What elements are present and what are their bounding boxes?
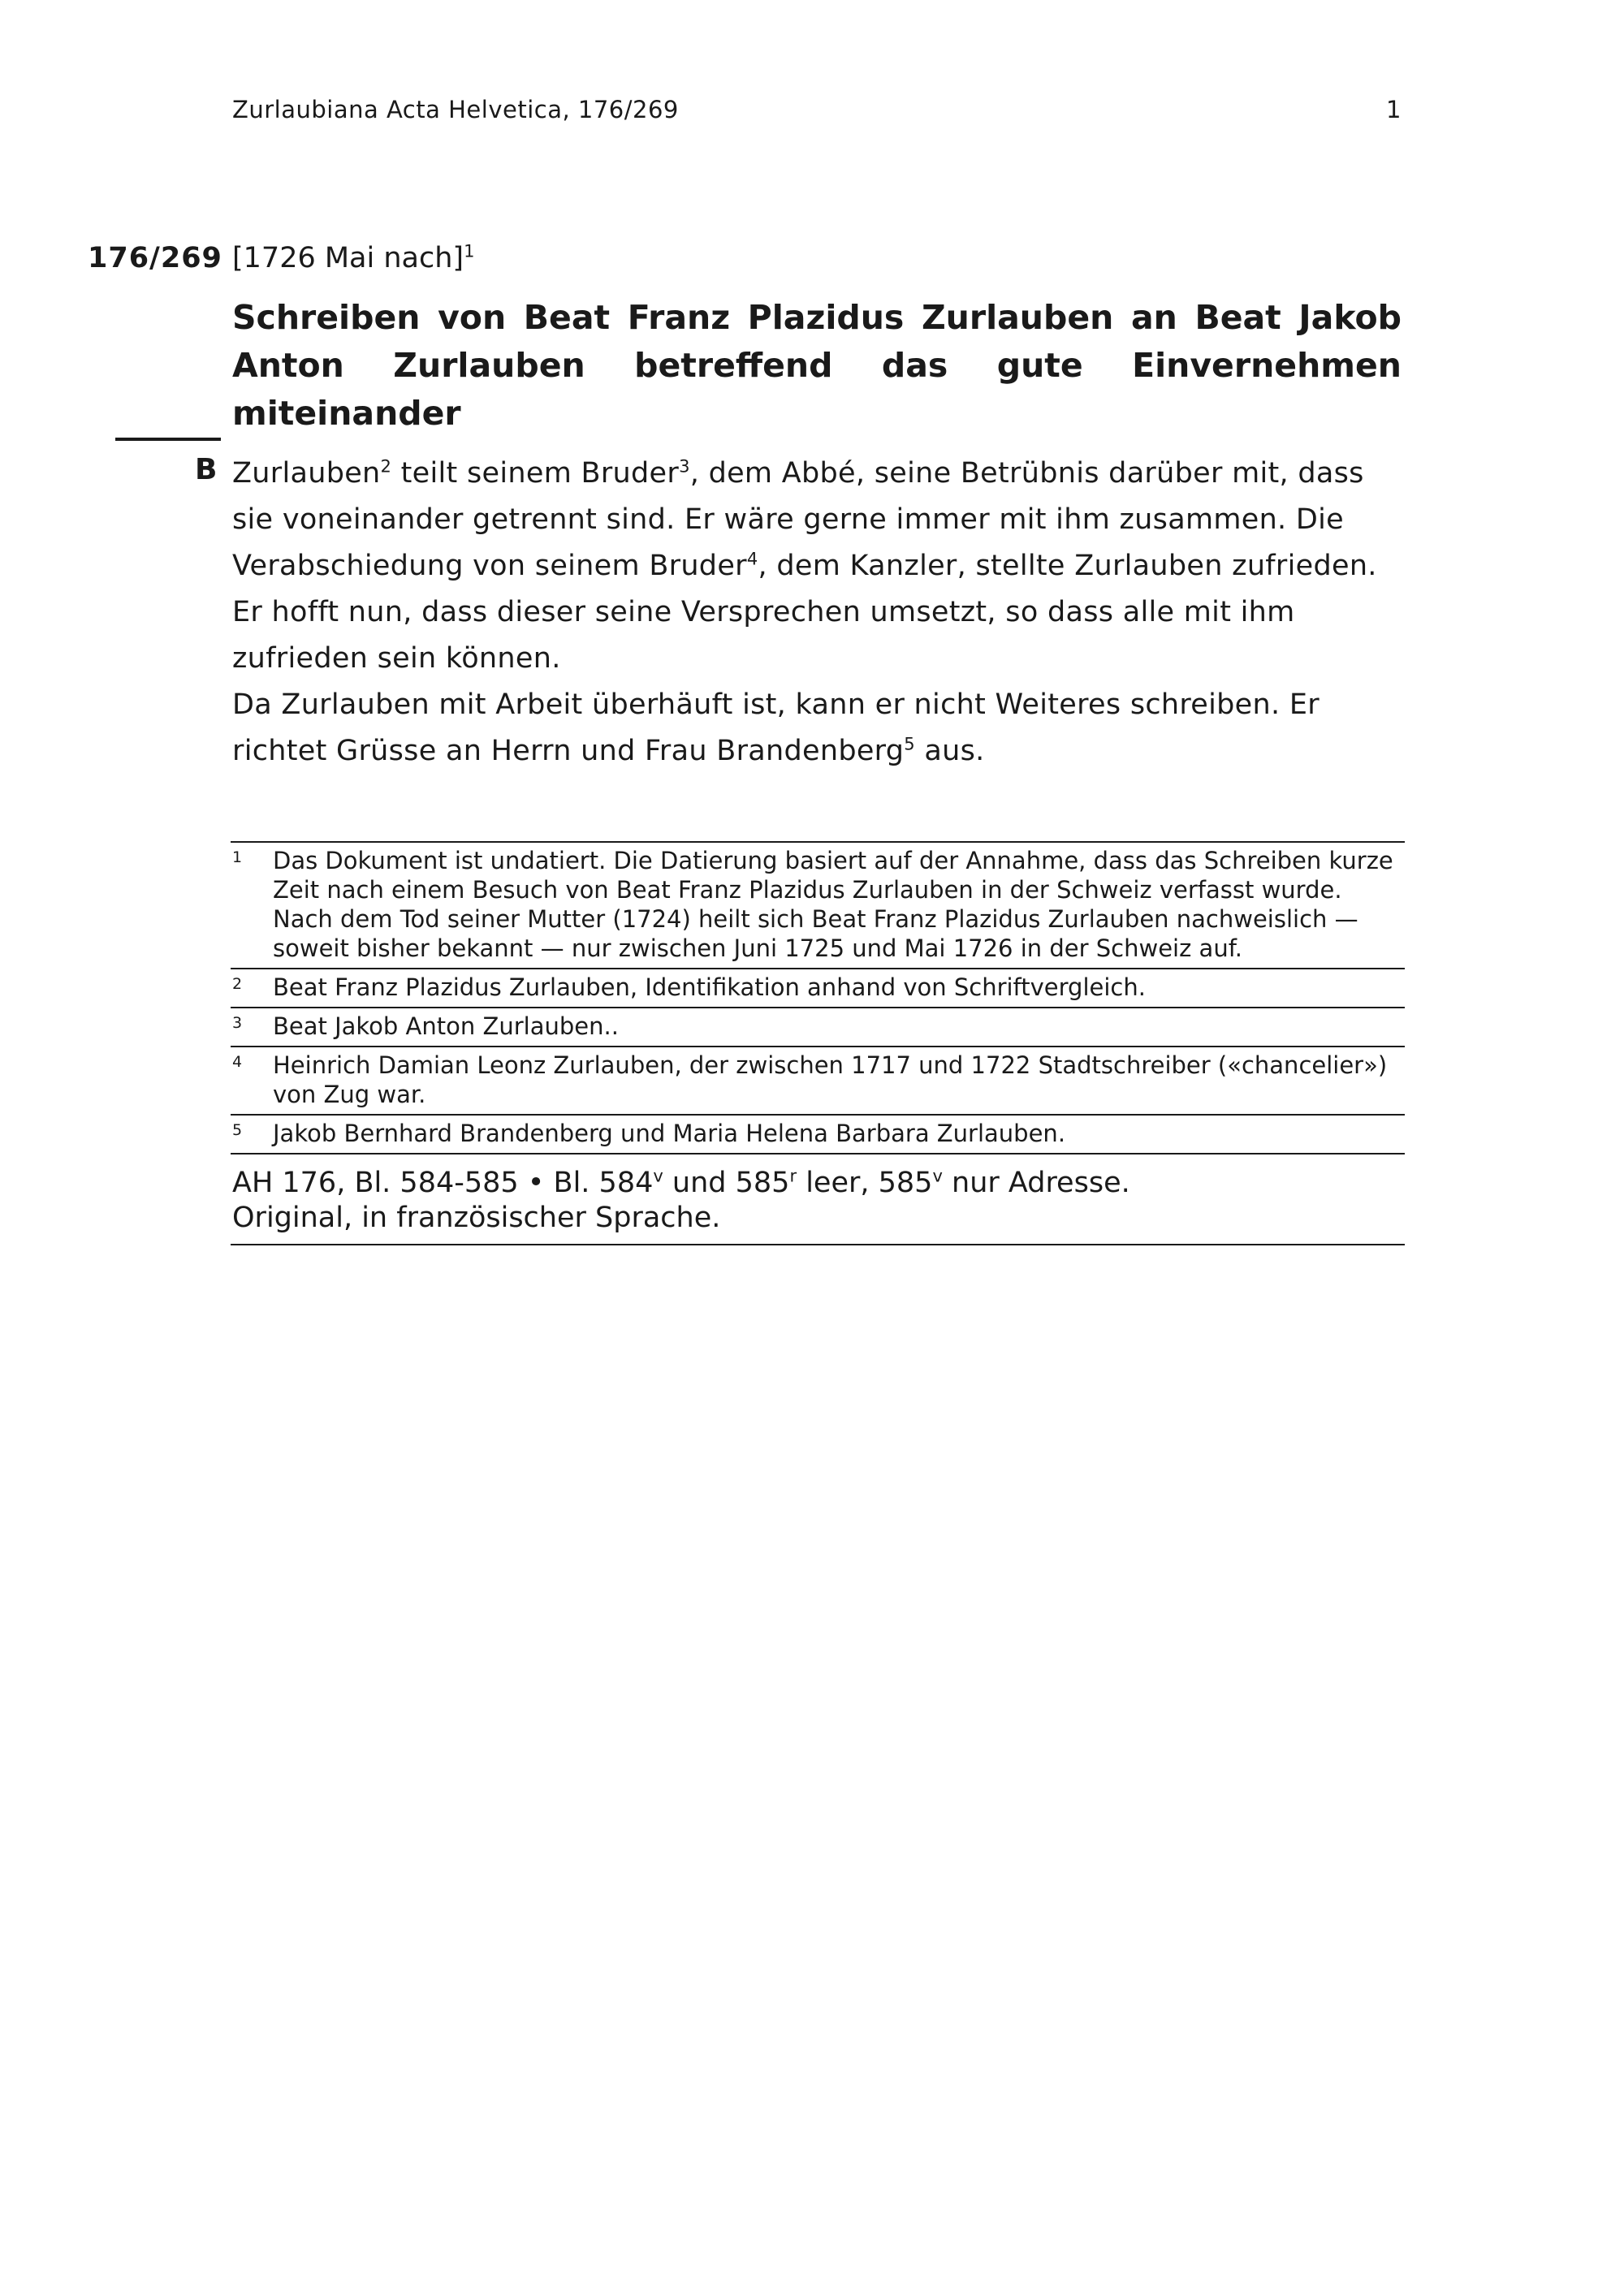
folio-side: v (932, 1166, 943, 1186)
footnote-2 (231, 969, 1405, 1008)
source-text: AH 176, Bl. 584-585 • Bl. 584 (232, 1167, 654, 1199)
footnotes (231, 841, 1405, 1245)
document-date-text: [1726 Mai nach] (232, 242, 464, 274)
footnote-ref-3[interactable]: 3 (679, 456, 690, 477)
document-date (232, 242, 474, 274)
footnote-1 (231, 843, 1405, 969)
footnote-ref-5[interactable]: 5 (904, 734, 915, 754)
source-text: leer, 585 (797, 1167, 933, 1199)
source-reference (231, 1154, 1405, 1245)
footnote-number: 2 (232, 975, 243, 993)
footnote-text: Heinrich Damian Leonz Zurlauben, der zwischen 1717 und 1722 Stadtschreiber («chancelier») von Zug war. (273, 1051, 1388, 1108)
summary (232, 451, 1402, 775)
footnote-text: Das Dokument ist undatiert. Die Datierung basiert auf der Annahme, dass das Schreiben kurze Zeit nach einem Besuch von Beat Franz Plazidus Zurlauben in der Schweiz verfasst wurde. Nach dem Tod seiner Mutter (1724) heilt sich Beat Franz Plazidus Zurlauben nachweislich — soweit bisher bekannt — nur zwischen Juni 1725 und Mai 1726 in der Schweiz auf. (273, 847, 1393, 962)
page-number: 1 (1386, 96, 1402, 123)
footnote-4 (231, 1047, 1405, 1116)
running-head (232, 96, 1402, 128)
source-line-2: Original, in französischer Sprache. (232, 1202, 721, 1234)
document-number: 176/269 (88, 242, 222, 274)
source-text: nur Adresse. (942, 1167, 1130, 1199)
summary-text: aus. (914, 735, 985, 767)
running-head-title: Zurlaubiana Acta Helvetica, 176/269 (232, 96, 679, 123)
footnote-number: 1 (232, 848, 243, 866)
footnote-ref-2[interactable]: 2 (380, 456, 392, 477)
footnote-text: Beat Jakob Anton Zurlauben.. (273, 1012, 619, 1040)
section-rule (115, 438, 221, 441)
document-title: Schreiben von Beat Franz Plazidus Zurlauben an Beat Jakob Anton Zurlauben betreffend das gute Einvernehmen miteinander (232, 298, 1402, 433)
summary-text: , dem Abbé, seine Betrübnis darüber mit, dass sie voneinander getrennt sind. Er wäre gerne immer mit ihm zusammen. Die Verabschiedung von seinem Bruder (232, 457, 1364, 582)
footnote-number: 5 (232, 1121, 243, 1139)
footnote-text: Beat Franz Plazidus Zurlauben, Identifikation anhand von Schriftvergleich. (273, 973, 1146, 1001)
summary-paragraph-1 (232, 451, 1402, 682)
source-line-1 (232, 1166, 1405, 1201)
summary-text: , dem Kanzler, stellte Zurlauben zufrieden. Er hofft nun, dass dieser seine Versprechen umsetzt, so dass alle mit ihm zufrieden sein können. (232, 550, 1377, 675)
section-marker: B (195, 453, 218, 486)
summary-text: Da Zurlauben mit Arbeit überhäuft ist, kann er nicht Weiteres schreiben. Er richtet Grüsse an Herrn und Frau Brandenberg (232, 688, 1320, 767)
source-text: und 585 (663, 1167, 790, 1199)
summary-text: Zurlauben (232, 457, 381, 490)
footnote-3 (231, 1008, 1405, 1047)
footnote-5 (231, 1116, 1405, 1154)
footnote-text: Jakob Bernhard Brandenberg und Maria Helena Barbara Zurlauben. (273, 1120, 1066, 1147)
summary-text: teilt seinem Bruder (391, 457, 680, 490)
footnote-ref-1[interactable]: 1 (464, 241, 475, 261)
folio-side: v (653, 1166, 663, 1186)
folio-side: r (789, 1166, 797, 1186)
footnote-number: 4 (232, 1053, 243, 1071)
summary-paragraph-2 (232, 682, 1402, 775)
footnote-ref-4[interactable]: 4 (746, 549, 758, 569)
footnote-number: 3 (232, 1014, 243, 1032)
